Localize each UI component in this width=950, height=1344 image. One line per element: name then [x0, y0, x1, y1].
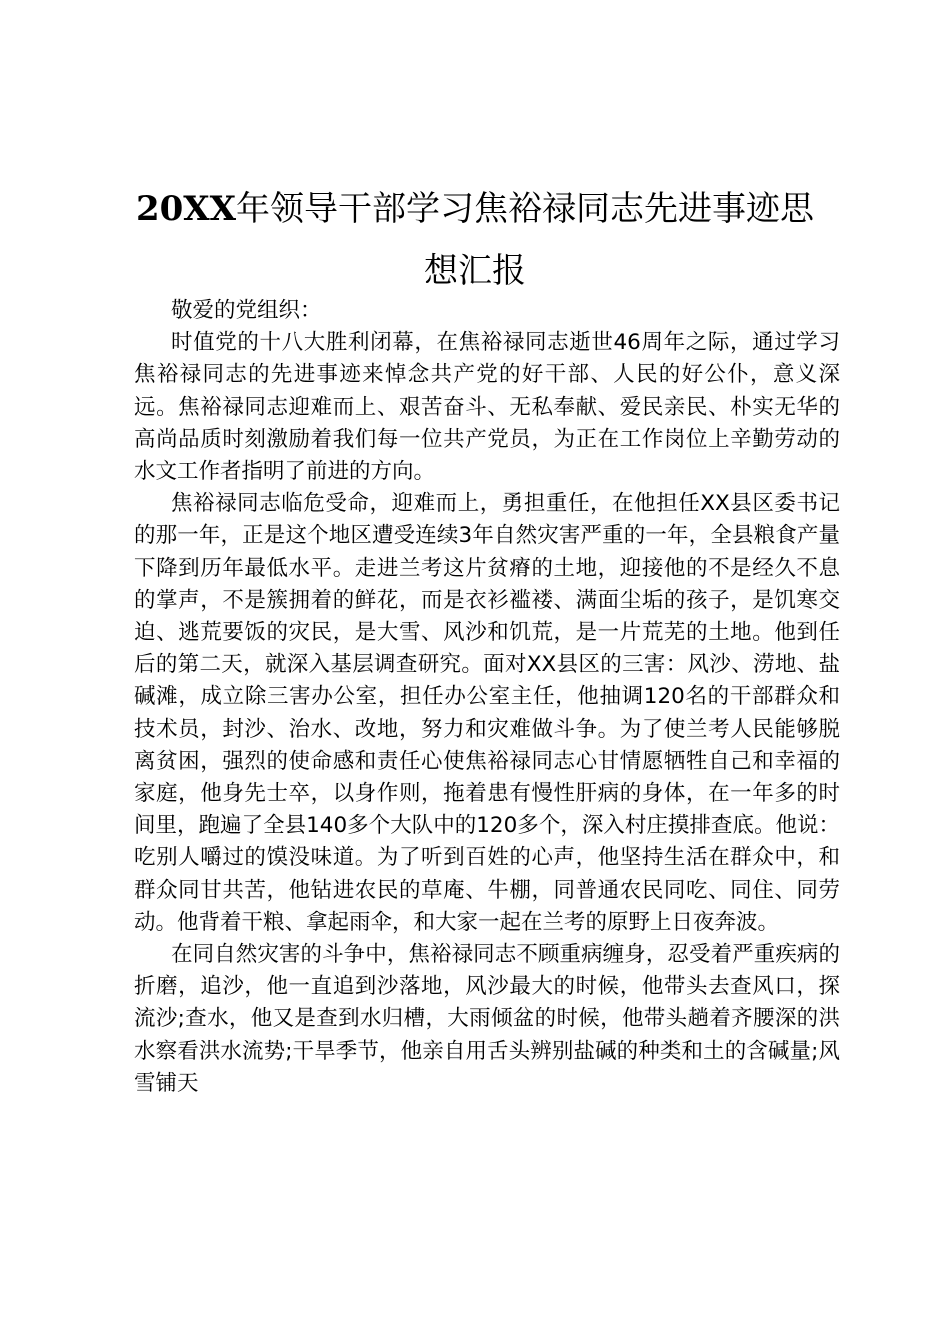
paragraph: 焦裕禄同志临危受命，迎难而上，勇担重任，在他担任XX县区委书记的那一年，正是这个地区遭受连续3年自然灾害严重的一年，全县粮食产量下降到历年最低水平。走进兰考这片贫瘠的土地，迎接他的不是经久不息的掌声，不是簇拥着的鲜花，而是衣衫褴褛、满面尘垢的孩子，是饥寒交迫、逃荒要饭的灾民，是大雪、风沙和饥荒，是一片荒芜的土地。他到任后的第二天，就深入基层调查研究。面对XX县区的三害：风沙、涝地、盐碱滩，成立除三害办公室，担任办公室主任，他抽调120名的干部群众和技术员，封沙、治水、改地，努力和灾难做斗争。为了使兰考人民能够脱离贫困，强烈的使命感和责任心使焦裕禄同志心甘情愿牺牲自己和幸福的家庭，他身先士卒，以身作则，拖着患有慢性肝病的身体，在一年多的时间里，跑遍了全县140多个大队中的120多个，深入村庄摸排查底。他说：吃别人嚼过的馍没味道。为了听到百姓的心声，他坚持生活在群众中，和群众同甘共苦，他钻进农民的草庵、牛棚，同普通农民同吃、同住、同劳动。他背着干粮、拿起雨伞，和大家一起在兰考的原野上日夜奔波。: [134, 491, 840, 935]
paragraph: 在同自然灾害的斗争中，焦裕禄同志不顾重病缠身，忍受着严重疾病的折磨，追沙，他一直追到沙落地，风沙最大的时候，他带头去查风口，探流沙;查水，他又是查到水归槽，大雨倾盆的时候，他带头趟着齐腰深的洪水察看洪水流势;干旱季节，他亲自用舌头辨别盐碱的种类和土的含碱量;风雪铺天: [134, 942, 840, 1096]
title-year: 20XX: [135, 189, 237, 229]
document-title: [120, 178, 830, 302]
title-text: 年领导干部学习焦裕禄同志先进事迹思想汇报: [236, 189, 815, 291]
paragraph: 时值党的十八大胜利闭幕，在焦裕禄同志逝世46周年之际，通过学习焦裕禄同志的先进事迹来悼念共产党的好干部、人民的好公仆，意义深远。焦裕禄同志迎难而上、艰苦奋斗、无私奉献、爱民亲民、朴实无华的高尚品质时刻激励着我们每一位共产党员，为正在工作岗位上辛勤劳动的水文工作者指明了前进的方向。: [134, 330, 840, 485]
salutation: 敬爱的党组织：: [171, 298, 322, 323]
document-body: [134, 295, 840, 1100]
